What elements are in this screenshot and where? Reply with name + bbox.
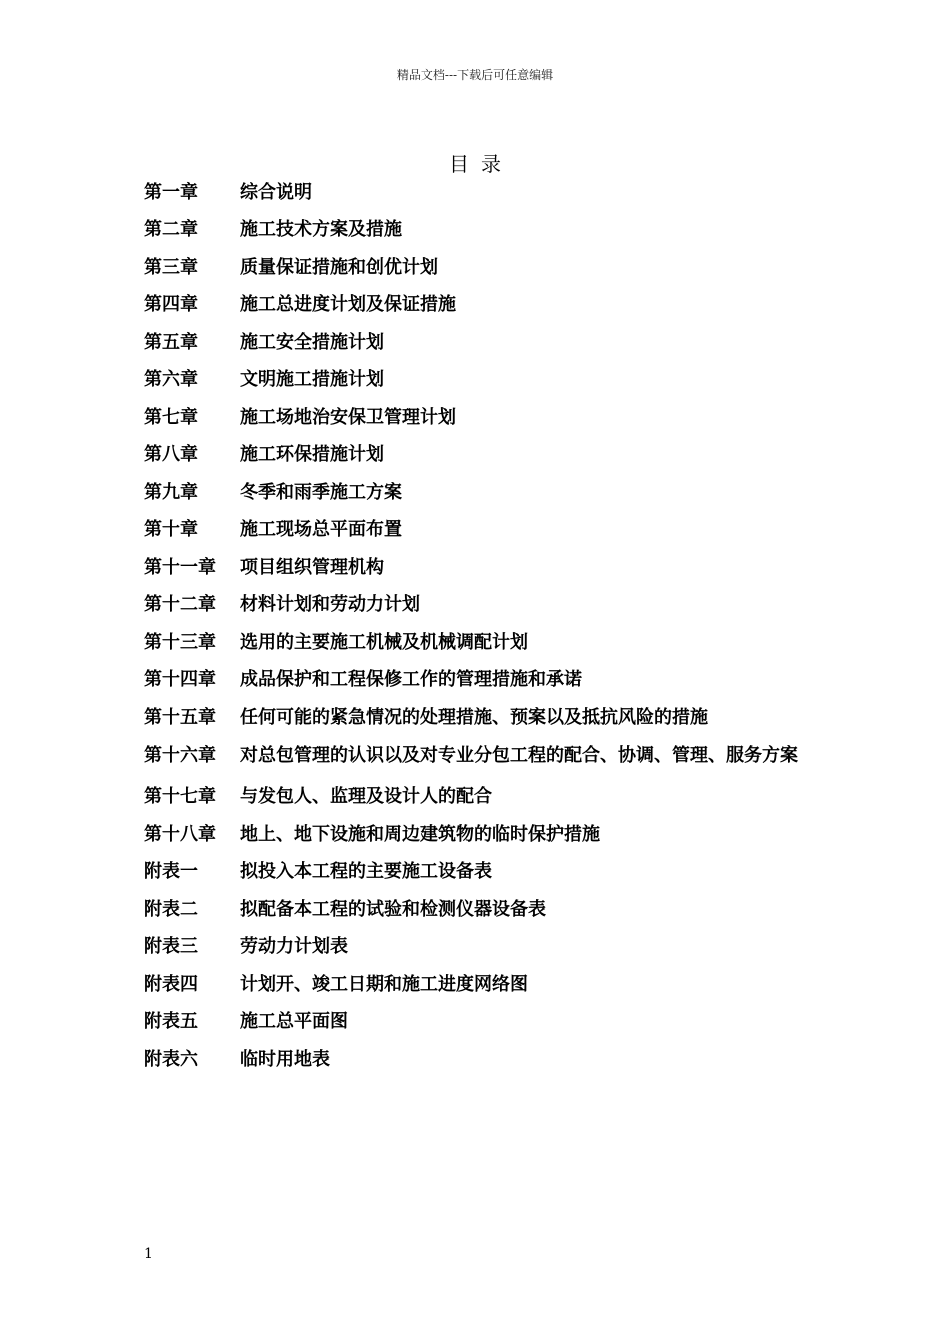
toc-entry-label: 第四章 <box>144 294 198 316</box>
toc-entry-title: 施工技术方案及措施 <box>240 219 402 241</box>
table-of-contents <box>144 172 824 1077</box>
page-header: 精品文档---下载后可任意编辑 <box>396 68 554 82</box>
toc-entry <box>144 852 824 890</box>
toc-entry <box>144 1039 824 1077</box>
toc-entry <box>144 1002 824 1040</box>
toc-entry-label: 第五章 <box>144 331 198 353</box>
toc-entry <box>144 622 824 660</box>
toc-title: 目录 <box>449 152 513 176</box>
toc-entry <box>144 735 824 777</box>
toc-entry <box>144 814 824 852</box>
toc-entry-label: 附表二 <box>144 898 198 920</box>
page-number: 1 <box>144 1246 153 1262</box>
toc-entry-title: 质量保证措施和创优计划 <box>240 256 438 278</box>
toc-entry <box>144 777 824 815</box>
toc-entry <box>144 322 824 360</box>
toc-entry <box>144 397 824 435</box>
toc-entry <box>144 285 824 323</box>
toc-entry-title: 拟投入本工程的主要施工设备表 <box>240 861 492 883</box>
toc-entry-label: 第十八章 <box>144 823 216 845</box>
toc-entry-label: 第三章 <box>144 256 198 278</box>
toc-entry <box>144 210 824 248</box>
toc-entry-title: 施工总平面图 <box>240 1011 348 1033</box>
toc-entry-label: 第十章 <box>144 519 198 541</box>
toc-entry-title: 施工环保措施计划 <box>240 444 384 466</box>
toc-entry <box>144 585 824 623</box>
toc-entry <box>144 660 824 698</box>
toc-entry-title: 与发包人、监理及设计人的配合 <box>240 786 492 808</box>
toc-entry <box>144 927 824 965</box>
toc-entry <box>144 435 824 473</box>
toc-entry <box>144 697 824 735</box>
toc-entry-title: 施工安全措施计划 <box>240 331 384 353</box>
toc-entry-title: 计划开、竣工日期和施工进度网络图 <box>240 973 528 995</box>
toc-entry-label: 第十六章 <box>144 744 216 766</box>
toc-entry <box>144 510 824 548</box>
toc-entry-label: 附表四 <box>144 973 198 995</box>
toc-entry-label: 附表五 <box>144 1011 198 1033</box>
toc-entry-title: 选用的主要施工机械及机械调配计划 <box>240 631 528 653</box>
toc-entry-title: 拟配备本工程的试验和检测仪器设备表 <box>240 898 546 920</box>
toc-entry-label: 第十二章 <box>144 594 216 616</box>
toc-entry-label: 附表一 <box>144 861 198 883</box>
toc-entry-title: 临时用地表 <box>240 1048 330 1070</box>
toc-entry-title: 综合说明 <box>240 181 312 203</box>
toc-entry-label: 附表三 <box>144 936 198 958</box>
toc-entry-label: 第八章 <box>144 444 198 466</box>
toc-entry-label: 第七章 <box>144 406 198 428</box>
toc-entry-title: 地上、地下设施和周边建筑物的临时保护措施 <box>240 823 600 845</box>
toc-entry <box>144 472 824 510</box>
toc-entry-title: 文明施工措施计划 <box>240 369 384 391</box>
toc-entry-title: 对总包管理的认识以及对专业分包工程的配合、协调、管理、服务方案 <box>240 744 798 766</box>
toc-entry-title: 项目组织管理机构 <box>240 556 384 578</box>
toc-entry-label: 第一章 <box>144 181 198 203</box>
toc-entry-label: 第六章 <box>144 369 198 391</box>
toc-entry-label: 附表六 <box>144 1048 198 1070</box>
toc-entry <box>144 547 824 585</box>
toc-entry-label: 第九章 <box>144 481 198 503</box>
toc-entry <box>144 172 824 210</box>
toc-entry <box>144 964 824 1002</box>
toc-entry-title: 冬季和雨季施工方案 <box>240 481 402 503</box>
toc-entry-title: 任何可能的紧急情况的处理措施、预案以及抵抗风险的措施 <box>240 706 708 728</box>
toc-entry-title: 施工现场总平面布置 <box>240 519 402 541</box>
toc-entry-label: 第十三章 <box>144 631 216 653</box>
toc-entry-label: 第十五章 <box>144 706 216 728</box>
toc-entry <box>144 360 824 398</box>
toc-entry <box>144 889 824 927</box>
toc-entry <box>144 247 824 285</box>
toc-entry-title: 施工场地治安保卫管理计划 <box>240 406 456 428</box>
toc-entry-title: 成品保护和工程保修工作的管理措施和承诺 <box>240 669 582 691</box>
toc-entry-title: 施工总进度计划及保证措施 <box>240 294 456 316</box>
toc-entry-title: 材料计划和劳动力计划 <box>240 594 420 616</box>
toc-entry-title: 劳动力计划表 <box>240 936 348 958</box>
toc-entry-label: 第二章 <box>144 219 198 241</box>
toc-entry-label: 第十七章 <box>144 786 216 808</box>
toc-entry-label: 第十一章 <box>144 556 216 578</box>
toc-entry-label: 第十四章 <box>144 669 216 691</box>
